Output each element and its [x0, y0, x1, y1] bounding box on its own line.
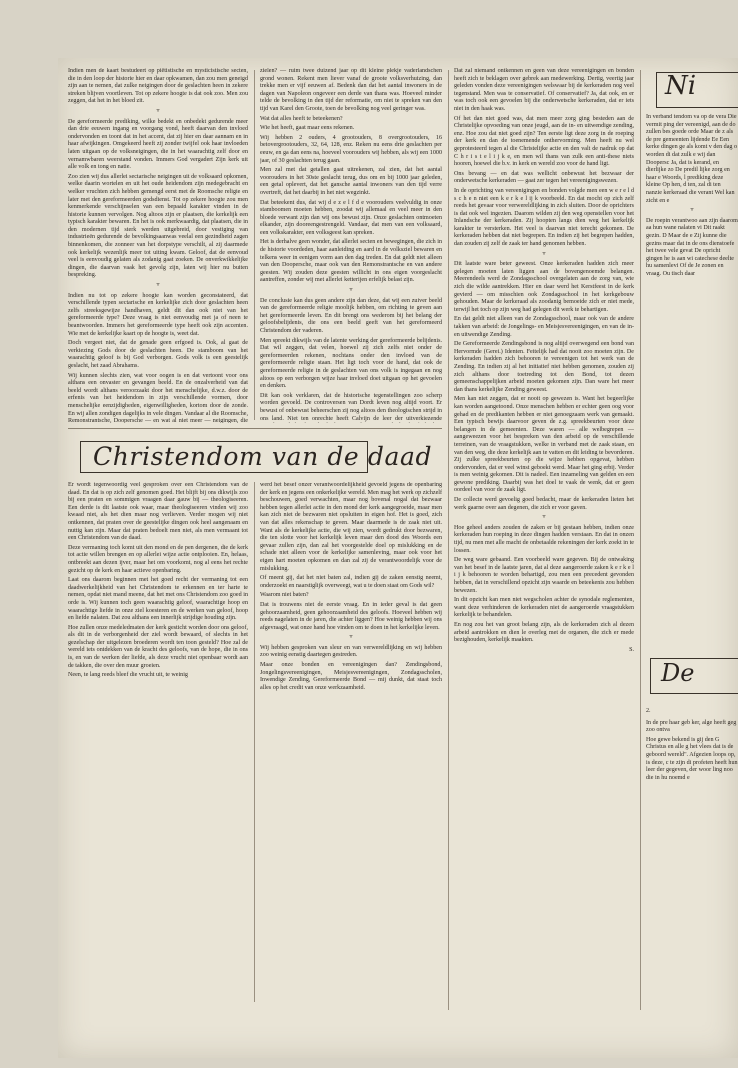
- paragraph: werd het besef onzer verantwoordelijkheid gevoeld jegens de openbaring der kerk en jegens een onkerkelijke wereld. Men mag het werk op zichzelf beschouwen, goed verwachten, maar nog bovenal nogal dat bezwaar hebben tegen allerlei actie in den mond der kerk aangegroeide, maar men kan zich niet de bezwaren niet opsluiten in eigen hof. Het is goed, zich van dat alles rekenschap te geven. Maar daarmede is de zaak niet uit. Want als de kerkelijke actie, die wij zien, wordt gedrukt door bezwaren, die ten slotte voor het kerkelijk leven maar den dood des Woords een gevaar zullen zijn, dan zal het voorgestelde doel op mislukking en de schade niet alleen voor de kerkelijke samenleving, maar ook voor het eigen hart moeten opkomen en dan zal zij de verantwoordelijk voor de mislukking.: [260, 482, 442, 572]
- paragraph: Wij hebben gesproken van sleur en van verwereldlijking en wij hebben zoo weinig eenstig daartegen gestreden.: [260, 644, 442, 659]
- column-4: [68, 482, 248, 1012]
- section-rule: [68, 428, 442, 429]
- newspaper-page: [58, 58, 738, 1058]
- paragraph: Of meent gij, dat het niet baten zal, indien gij de zaken eenstig neemt, onderzoekt en naarstiglijk overweegt, wat u te doen staat om Gods wil?: [260, 575, 442, 589]
- paragraph: Of het dan niet goed was, dat men meer zorg ging besteden aan de Christelijke opvoeding van onze jeugd, aan de in- en uitwendige zending, enz. Hoe zou dat niet goed zijn? Ten eerste ligt deze zorg in de roeping der kerk en dan de toenemende onthervorming. Men heeft nu wel geprotesteerd tegen al die Christelijke actie en den valt de nadruk op dat C h r i s t e l i j k e, en men wil thans van zulk een anti-these niets hooren, hoewel die b.v. in kerk en wereld zoo voor de hand ligt.: [454, 115, 634, 168]
- paragraph: In de oprichting van vereenigingen en bonden volgde men een w e r e l d s c h e n niet een k e r k e l ij k voorbeeld. En dat mocht op zich zelf reeds het gevaar voor verwereldlijking in zich sluiten. Door de oprichters is dat ook wel ingezien. Daarom wilden zij den weg openstellen voor het Inlandsche der kerkeraden. Zij hoopten langs dien weg het kerkelijk karakter te versterken. Het veel is daarvan niet terecht gekomen. De kerkeraden hebben dat niet begrepen. En indien zij het begrepen hadden, dan zouden zij zelf de zaak ter hand genomen hebben.: [454, 187, 634, 248]
- paragraph: Hoe zullen onze medeledmaten der kerk gesticht worden door ons geloof, als dit in de verborgenheid der ziel wordt bewaard, of slechts in het gezelschap der uitgelezen broederen wordt ten toon gesteld? Hoe zal de wereld iets ontdekken van de kracht des geloofs, van de hope, die in ons is, en van de werken der liefde, als deze vrucht niet openbaar wordt aan de takken, die over den muur groeien.: [68, 624, 248, 669]
- paragraph: zielen? — ruim twee duizend jaar op dit kleine plekje vaderlandschen grond wonen. Rekent men liever vanaf de groote volksverhuizing, dan trekke men er vijf eeuwen af. Bedenk dan dat het aantal inwoners in de dagen van Napoleon ongeveer een derde van thans was. Hoeveel minder telde de bevolking in den tijd der reformatie, om niet te spreken van den tijd van Karel den Groote, toen de bevolking nog veel geringer was.: [260, 68, 442, 112]
- paragraph: En dat geldt niet alleen van de Zondagsschool, maar ook van de andere takken van arbeid: de Jongelings- en Meisjesvereenigingen, en van de in- en uitwendige Zending.: [454, 316, 634, 338]
- paragraph: Men kan niet zeggen, dat er nooit op gewezen is. Want het begeerlijke kan worden aangetoond. Onze menschen hebben er echter geen oog voor gehad en de predikanten hebben er niet genoegzaam werk van gemaakt. Een typisch bewijs daarvoor geven de z.g. spreekbeurten voor deze belangen in de gemeenten. Deze waren — alle welbegrepen — aangeweezen voor het bespreken van den arbeid op de verschillende terreinen, van de vraagstukken, welke in verband met de zaak staan, en van den weg, die deze kerkelijk aan te vatten en dit leiding te bevorderen. Zij zulke spreekbeurten op die wijze hebben opgevat, hebben ondervonden, dat er veel winst geboekt werd. Maar het ging erbij. Verder is men weinig gekomen. Dit is nadeel. Een inzameling van gelden en een gewone prediking. Daarbij was het doel te vaak de wenk, dat er geen oordeel van voor de zaak ligt.: [454, 396, 634, 494]
- paragraph: Er wordt tegenwoordig veel gesproken over een Christendom van de daad. En dat is op zich zelf genomen goed. Het blijft bij ons dikwijls zoo bij een praten en sommigen vraagen daar gauw bij — theologiseeren. Een derde is dit laatste ook waar, maar theologiseeren vinden wij zoo kwaad niet, als het dien maar nog verlieven. Verder mogen wij niet ontkennen, dat praten over de geestelijke dingen ook heel aangenaam en nuttig kan zijn. Maar dat praten bedoelt men niet, als men vermaant tot een Christendom van de daad.: [68, 482, 248, 542]
- paragraph: 2.: [646, 708, 651, 714]
- right-heading-box-2: [650, 658, 738, 694]
- paragraph: In verband tendom va op de vera Die vermit ping der vereenigd, aan de do zullen bes goede orde Maar de z als de pre gemeenten lijdende Ee Een kerke dingen ge als komt v den dag o worden di dat zulk e wij dan Doopersc Ja, dat is kerand, en dierlijke zo De predil lijke zorg en haar e Woords, l prediking deze kleine Op hen, d ten, zal di ten nanzie kerkeraad die verant Wel kan zicht en e: [646, 114, 738, 204]
- right-heading-2: De: [661, 659, 695, 687]
- column-6: [646, 114, 738, 634]
- paragraph: Indien men de kaart bestudeert op piëtistische en mysticistische secten, die in den loop der historie hier en daar opkwamen, dan zou men geneigd zijn aan te nemen, dat zulke neigingen door de geslachten heen in zekere streken blijven voortleven. Tot op zekere hoogte is dat ook zoo. Men zou zeggen, dat het in het bloed zit.: [68, 68, 248, 105]
- article-heading-box: [80, 441, 433, 473]
- paragraph: Dat zal niemand ontkennen en geen van deze vereenigingen en bonden heeft zich te beklagen over gebrek aan medewerking. Dertig, veertig jaar geleden vonden deze vereenigingen welswaar bij de kerkeraden nog veel tegenstand. Men was te conservatief. Of conservatief? Ja, dat ook, en er was toch ook een gevoelen bij die onderwetsche kerkeraden, dat er iets niet in den haak was.: [454, 68, 634, 112]
- column-1: [68, 68, 248, 423]
- divider-mark: ▿: [349, 287, 353, 294]
- right-heading: Ni: [665, 71, 697, 101]
- paragraph: Dit laatste ware beter geweest. Onze kerkeraden hadden zich meer gelegen moeten laten liggen aan de bovengenoemde belangen. Meerendeels werd de Zondagsschool overgelaten aan de zorg van, wie zich die wilde aantrekken. Hier en daar werd het Kerstfeest in de kerk gevierd — om misschien ook Zondagsschool in het kerkgebouw gehouden. Maar de kerkeraad als zoodanig bemoeide zich er niet mede, terwijl het toch op zijn weg had gelegen dit werk te behartigen.: [454, 261, 634, 313]
- paragraph: In dit opzicht kan men niet wegscholen achter de synodale reglementen, want deze verhinderen de kerkeraden niet de aangeroerde vraagstukken kerkelijk te behandelen.: [454, 597, 634, 619]
- paragraph: Laat ons daarom beginnen met het goed recht der vermaning tot een daadwerkelijkheid van het Christendom te erkennen en ter harte te nemen, opdat niet mand meene, dat het met ons Christendom zoo goed in orde is. Wij kunnen toch geen waarachtig geloof, waarachtige hoop en waarachtige liefde in onze ziel koesteren en de werken van geloof, hoop en liefde nalaten. Dat zou althans een innerlijk strijdige houding zijn.: [68, 577, 248, 622]
- column-rule: [448, 70, 449, 1010]
- paragraph: De gereformeerde prediking, wilke bedekt en onbedekt gedurende meer dan drie eeuwen ingang en voorgang vond, heeft daarvan den invloed ondervonden en toont dat in het accent, dat zij hier en daar aannam en in haar afwijkingen. Omgekeerd heeft zij zonder twijfel ook haar invloeden laten uitgaan op de volksneigingen, die in het waarachtig zelf door en vernamwbaren weerstand vonden. Immers God vergadert Zijn kerk uit alle volk en tong en natie.: [68, 118, 248, 171]
- paragraph: Neen, te lang reeds bleef die vrucht uit, te weinig: [68, 672, 188, 679]
- paragraph: Doch vergeet niet, dat de genade geen erfgoed is. Ook, al gaat de verkiezing Gods door de geslachten heen. De stamboom van het waarachtig geloof is bij God verborgen. Gods volk is een geestelijk geslacht, het zaad Abrahams.: [68, 340, 248, 369]
- paragraph: Dat beteekent dus, dat wij d e z e l f d e voorouders veelvuldig in onze stamboomen moeten hebben, zoodat wij allemaal en veel meer in den bloede verwant zijn dan wij ons bewust zijn. Onze geslachten ontmoeten elkander, zijn dooreengestrengeld. Vandaar, dat men van een volksaard, een volkskarakter, een volksgeest kan spreken.: [260, 199, 442, 236]
- paragraph: De roepin verantwoo aan zijn daarom aa hun wane nalaten vi Dit raakt gezin. D Maar de e Zij kunne die gezins maar dat in de ons dienstoefe het twee vele gevat De opricht gingen he is aan wi catechese deelte hu samenlevi Of de Je zonen en vraag. Ou tisch daar: [646, 217, 738, 277]
- paragraph: Men spreekt dikwijls van de latente werking der gereformeerde belijdenis. Dat wil zeggen, dat velen, hoewel zij zich zelfs niet onder de gereformeerden rekenen, nochtans onder den invloed van de gereformeerde religie staan. Het ligt toch voor de hand, dat ook de gereformeerde religie in de geslachten van ons volk is ingegaan en nog altoos op een verborgen wijze haar invloed doet uitgaan op het gevoelen en denken.: [260, 337, 442, 390]
- divider-mark: ▿: [156, 282, 160, 289]
- paragraph: Dit kan ook verklaren, dat de historische tegenstellingen zoo scherp worden gevoeld. De controversen van Dordt leven nog altijd voort. Er bewust of onbewust beheerschen zij nog altoos den theologischen strijd in ons land. Niet ten onrechte heeft Calvijn de leer der uitverkiezende: [260, 392, 442, 422]
- paragraph: Hoe gewe bekend is gij den G Christus en alle g het vlees dat is de geboord wereld". Afgezien loops op, is deze, c te zijn di profeten heeft hun leer der gegeven, der woor ling noo die in hu noemd e: [646, 736, 738, 781]
- paragraph: De collecte werd gevoelig goed bedacht, maar de kerkeraden lieten het werk gaarne over aan degenen, die zich er voor gaven.: [454, 497, 634, 511]
- paragraph: In de pre haar geb ker, alge heeft geg zoo ontva: [646, 719, 737, 734]
- paragraph: Maar onze bonden en vereenigingen dan? Zendingsbond, Jongelingsvereenigingen, Meisjesvereenigingen, Zondagsscholen, Inwendige Zending, Gereformeerde Bond — mij dunkt, dat staat toch alles op het credit van onze werkzaamheid.: [260, 662, 442, 691]
- paragraph: De weg ware gebaand. Een voorbeeld ware gegeven. Bij de ontwaking van het besef in de laatste jaren, dat al deze aangeroerde zaken k e r k e l i j k behooren te worden behartigd, zou men een precedent gevonden hebben, dat in verschillend opzicht zijn waarde en beteekenis zou hebben bewezen.: [454, 557, 634, 594]
- paragraph: Zoo zien wij dus allerlei sectarische neigingen uit de volksaard opkomen, welke daarin wortelen en uit het oude heidendom zijn medegebracht en welker vruchten zich hebben gemengd eerst met de Roomsche religie en later met den gereformeerden godsdienst. Tot op zekere hoogte zou men kenmerkende verschijnselen van een bepaald karakter vinden in de historie kunnen vervolgen. Nog altoos zijn er plaatsen, die kerkelijk een typisch karakter bewaren. En het is ook merkwaardig, dat plaatsen, die in den modernen tijd sterk werden uitgebreid, door vestiging van industrieën gedurende de bevolkingsaanwas veelal een gezindheid zagen binnenkomen, die zonneer van het dorpstype verschilt, al zij daarmede ook kerkelijk wezenlijk meer tot uiting kwam. Geloof, dat de eenvoud veel is eenvoudig gelaten als zodanig gaat zoeken. De onverkwikkelijke dingen, die daarvan vaak het gevolg zijn, laten wij hier nu buiten bespreking.: [68, 173, 248, 279]
- column-rule: [254, 482, 255, 1002]
- signature: S.: [629, 646, 634, 653]
- divider-mark: ▿: [542, 250, 546, 257]
- paragraph: Indien nu tot op zekere hoogte kan worden geconstateerd, dat verschillende typen sectarische en kerkelijke zich door geslachten heen zelfs streeksgewijze handhaven, geldt dit dan ook niet van het gereformeerde type? Deze vraag is niet eenvoudig met ja of neen te beantwoorden. Immers het gereformeerde type heeft ook zijn accenten. Wie met de kerkelijke kaart op de hoogte is, weet dat.: [68, 292, 248, 337]
- paragraph: De Gereformeerde Zendingsbond is nog altijd overwegend een bond van Hervormde (Gerei.) Identen. Feitelijk had dat nooit zoo moeten zijn. De kerkeraden hadden zich behooren te vereenigen tot het werk van de Zending. En indien zij al het initiatief niet hebben genomen, zouden zij zich althans door toetreding tot den Bond, tot dezen gemeenschappelijken arbeid moeten gekomen zijn. Dan ware het meer dan thans kerkelijke Zending geweest.: [454, 341, 634, 393]
- paragraph: Waarom niet baten?: [260, 592, 309, 599]
- paragraph: Ons bevang — en dat was wellicht onbewust het bezwaar der onderwetsche kerkeraden — gaat zer tegen het vereenigingswezen.: [454, 170, 634, 185]
- paragraph: Wie het heeft, gaat maar eens rekenen.: [260, 125, 355, 132]
- paragraph: Het is derhalve geen wonder, dat allerlei secten en bewegingen, die zich in de historie voordeden, haar aanleiding en aard in de volksziel bewaren en telkens weer in eenigen vorm aan den dag treden. En dat geldt niet alleen van den Doopersche, maar ook van den Remonstrantsche en van andere geesten. Wij zouden deze geesten willicht in ons eigen voorgeslacht aantreffen, zonder wij met allerlei ketterijen erfelijk belast zijn.: [260, 239, 442, 284]
- paragraph: Deze vermaning toch komt uit den mond en de pen dergenen, die de kerk tot actie willen brengen en op allerlei wijze actie ontplooien. En, helaas, ontbreekt aan dezen ijver, maar het om voorkomt, nog al eens het rechte gezicht op de kerk en haar actieve openbaring.: [68, 544, 248, 574]
- column-2: [260, 68, 442, 423]
- divider-mark: ▿: [156, 107, 160, 114]
- column-7: [646, 708, 738, 1008]
- column-5: [260, 482, 442, 1012]
- paragraph: Men zal met dat getallen gaat uitrekenen, zal zien, dat het aantal voorouders in het 30ste geslacht terug, dus om en bij 1000 jaar geleden, een getal oplevert, dat het gansche aantal inwoners van den tijd verre overtreft, dat het daarbij in het niet wegzinkt.: [260, 167, 442, 196]
- paragraph: Hoe geheel anders zouden de zaken er bij gestaan hebben, indien onze kerkeraden hun roeping in deze dingen hadden verstaan. En dat in onzen tijd, nu men met alle macht de onbetaalde rekeningen der kerk zoekt in te lossen.: [454, 524, 634, 554]
- divider-mark: ▿: [690, 207, 694, 214]
- column-rule: [640, 70, 641, 1010]
- article-heading: Christendom van de daad: [93, 442, 433, 471]
- right-heading-box: [656, 72, 738, 108]
- divider-mark: ▿: [542, 514, 546, 521]
- paragraph: En nog zou het van groot belang zijn, als de kerkeraden zich al dezen arbeid aantrokken en dien le overleg met de organen, die zich er mede bezighouden, kerkelijk maakten.: [454, 621, 634, 644]
- paragraph: Dat is trouwens niet de eerste vraag. En in ieder geval is dat geen gehoorzaamheid, geen gehoorzaamheid des geloofs. Hoeveel hebben wij reeds nagelaten in de jaren, die achter liggen? Hoe weinig hebben wij ons afgevraagd, wat onze hand hoe vinden om te doen in het kerkelijke leven.: [260, 601, 442, 631]
- divider-mark: ▿: [349, 634, 353, 641]
- column-rule: [254, 70, 255, 420]
- paragraph: Wat dat alles heeft te beteekenen?: [260, 115, 343, 122]
- paragraph: De conclusie kan dus geen andere zijn dan deze, dat wij een zuiver beeld van de gereformeerde religie moolijk hebben, om richting te geven aan het gereformeerde leven. En dit brengt ons wederom bij het belang der geloofsbelijdenis, die ons een beeld geeft van het gereformeerd Christendom der vaderen.: [260, 297, 442, 334]
- paragraph: Wij kunnen slechts zien, wat voor oogen is en dat vertoont voor ons althans een onvaster en gevangen beeld. En de onzalverheid van dat beeld wordt althans veroorzaakt door het menschelijke, d.w.z. door de erfenis van het heidendom in zijn verschillende vormen, door menschelijke eenzijdigheden, eigenwilligheden, kortom door de zonde. En wij allen zondigen dagelijks in vele dingen. Vandaar al die Roomsche, Remonstrantsche, Doopersche — en wat al niet meer — neigingen, die: [68, 372, 248, 423]
- paragraph: Wij hebben 2 ouders, 4 grootouders, 8 overgrootouders, 16 betovergrootouders, 32, 64, 128, enz. Reken nu eens drie geslachten per eeuw, en ga dan eens na, hoeveel voorouders wij hebben, als wij een 1000 jaar, of 30 geslachten terug gaan.: [260, 134, 442, 164]
- column-3: [454, 68, 634, 1013]
